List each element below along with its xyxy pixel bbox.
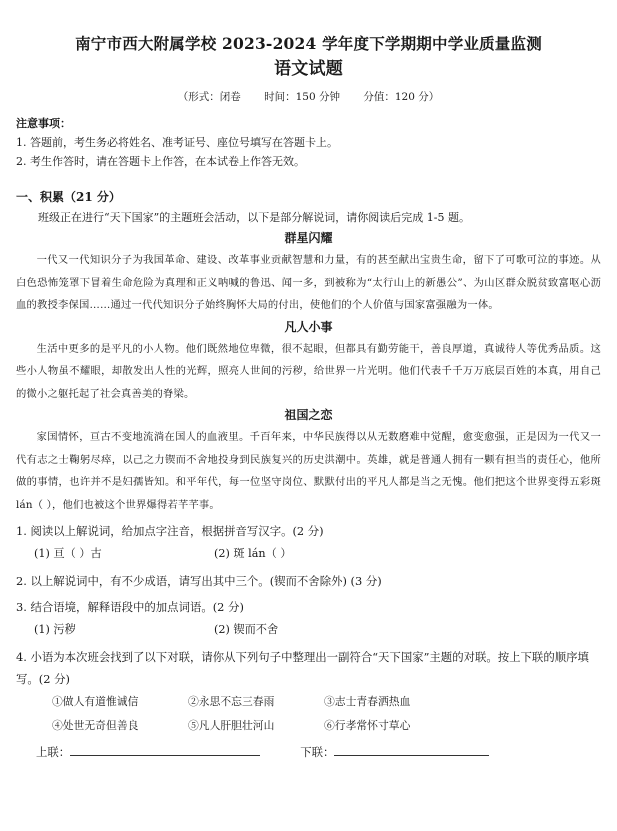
- exam-time: 时间：150 分钟: [264, 91, 340, 103]
- question-3: 3. 结合语境，解释语段中的加点词语。(2 分): [16, 600, 244, 614]
- question-1-options: [16, 542, 601, 566]
- notice-item: 1. 答题前，考生务必将姓名、准考证号、座位号填写在答题卡上。: [16, 136, 338, 149]
- part-text: 一代又一代知识分子为我国革命、建设、改革事业贡献智慧和力量，有的甚至献出宝贵生命，留下了可歌可泣的事迹。从白色恐怖笼罩下冒着生命危险为真理和正义呐喊的鲁迅、闻一多，到被称为“太行山上的新愚公”、为山区群众脱贫致富呕心沥血的教授李保国……通过一代代知识分子始终胸怀大局的付出，使他们的个人价值与国家富强融为一体。: [16, 254, 601, 311]
- part-title: 凡人小事: [284, 319, 333, 334]
- section-heading: 一、积累（21 分）: [16, 190, 121, 204]
- part-text: 生活中更多的是平凡的小人物。他们既然地位卑微，很不起眼，但都具有勤劳能干，善良厚道，真诚待人等优秀品质。这些小人物虽不耀眼，却散发出人性的光辉，照亮人世间的污秽，给世界一片光明。他们代表千千万万底层百姓的本真，用自己的微小之躯托起了社会真善美的脊梁。: [16, 342, 601, 400]
- option: (2) 锲而不舍: [214, 623, 279, 636]
- couplet-option: ⑤凡人肝胆壮河山: [188, 719, 275, 732]
- part-title: 群星闪耀: [284, 231, 333, 245]
- exam-subject: 语文试题: [274, 59, 343, 79]
- section-intro: 班级正在进行“天下国家”的主题班会活动，以下是部分解说词，请你阅读后完成 1-5 题。: [38, 211, 470, 224]
- lower-blank[interactable]: [334, 743, 489, 756]
- upper-label: 上联：: [36, 745, 71, 759]
- question-1: 1. 阅读以上解说词，给加点字注音，根据拼音写汉字。(2 分): [16, 524, 324, 538]
- exam-form: （形式：闭卷: [177, 91, 241, 103]
- couplet-option: ①做人有道惟诚信: [52, 695, 139, 708]
- part-text: 家国情怀，亘古不变地流淌在国人的血液里。千百年来，中华民族得以从无数磨难中觉醒，愈变愈强，正是因为一代又一代有志之士鞠躬尽瘁，以己之力锲而不舍地投身到民族复兴的历史洪潮中。英雄，就是普通人拥有一颗有担当的责任心，他所做的事情，也许并不是妇孺皆知。和平年代，每一位坚守岗位、默默付出的平凡人都是当之无愧。他们把这个世界变得五彩斑 lán（ ），他们也被这个世界爆得若芊芊事。: [16, 431, 601, 511]
- exam-score: 分值：120 分）: [363, 91, 440, 103]
- option: (1) 亘（ ）古: [34, 547, 102, 560]
- couplet-answer: [16, 741, 601, 763]
- couplet-options: [16, 690, 601, 738]
- notice-item: 2. 考生作答时，请在答题卡上作答，在本试卷上作答无效。: [16, 155, 305, 168]
- couplet-option: ③志士青春洒热血: [324, 695, 411, 708]
- question-3-options: [16, 618, 601, 642]
- upper-blank[interactable]: [70, 743, 260, 756]
- couplet-option: ②永思不忘三春雨: [188, 695, 275, 708]
- option: (1) 污秽: [34, 623, 76, 636]
- option: (2) 斑 lán（ ）: [214, 547, 292, 560]
- lower-label: 下联：: [300, 745, 335, 759]
- question-2: 2. 以上解说词中，有不少成语，请写出其中三个。(锲而不舍除外) (3 分): [16, 574, 382, 588]
- notice-block: [16, 114, 601, 171]
- notice-heading: 注意事项：: [16, 117, 71, 130]
- couplet-option: ④处世无奇但善良: [52, 719, 139, 732]
- question-4: 4. 小语为本次班会找到了以下对联，请你从下列句子中整理出一副符合“天下国家”主题的对联。按上下联的顺序填写。(2 分): [16, 650, 589, 686]
- exam-title: 南宁市西大附属学校 2023-2024 学年度下学期期中学业质量监测: [75, 34, 542, 53]
- part-title: 祖国之恋: [284, 408, 333, 422]
- exam-meta: [16, 86, 601, 108]
- couplet-option: ⑥行孝常怀寸草心: [324, 719, 411, 732]
